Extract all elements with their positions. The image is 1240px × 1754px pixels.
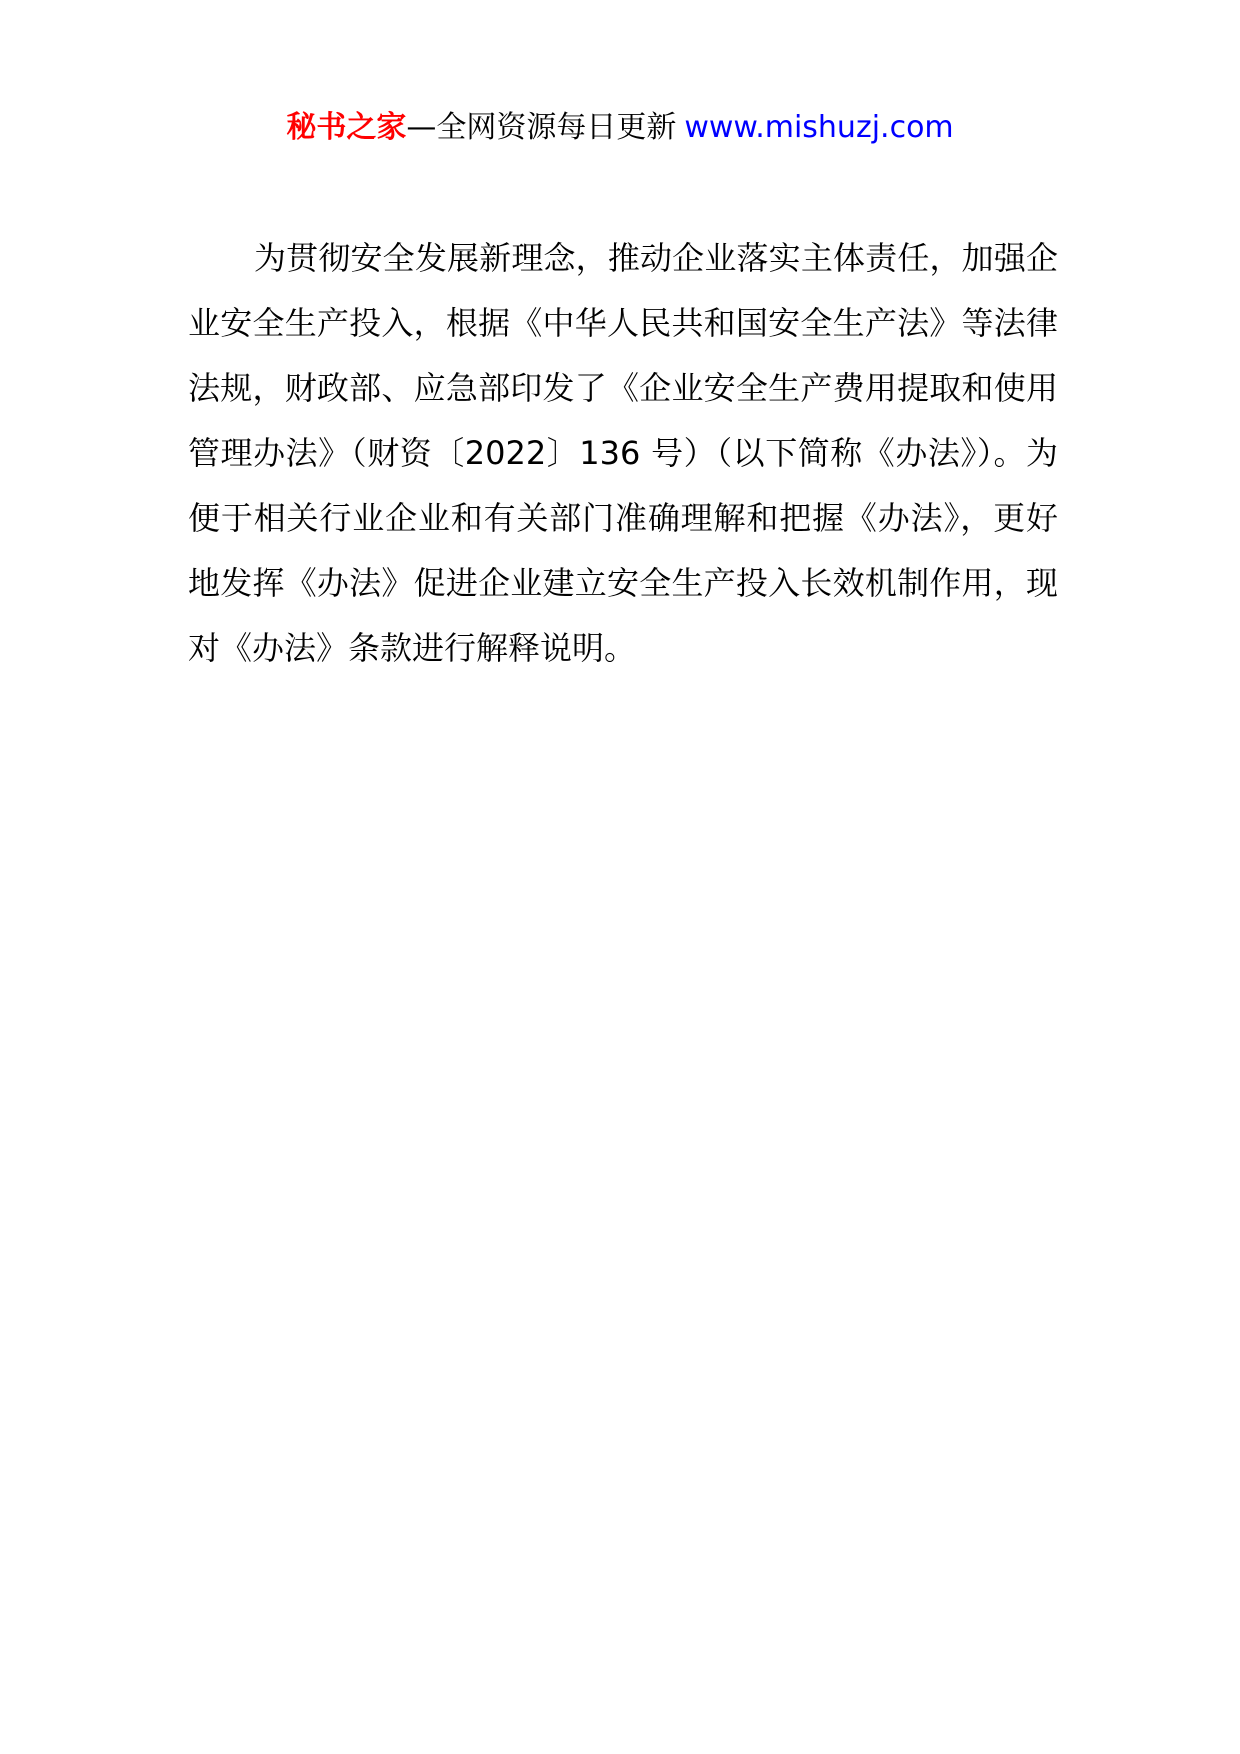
body-paragraph: 为贯彻安全发展新理念，推动企业落实主体责任，加强企业安全生产投入，根据《中华人民共和国安全生产法》等法律法规，财政部、应急部印发了《企业安全生产费用提取和使用管理办法》（财资〔2022〕136 号）（以下简称《办法》）。为便于相关行业企业和有关部门准确理解和把握《办法》，更好地发挥《办法》促进企业建立安全生产投入长效机制作用，现对《办法》条款进行解释说明。 [188, 239, 1058, 667]
header-tagline: —全网资源每日更新 [406, 110, 677, 145]
site-header [0, 98, 1240, 158]
site-url-link[interactable]: www.mishuzj.com [684, 110, 954, 145]
brand-name: 秘书之家 [286, 110, 407, 145]
